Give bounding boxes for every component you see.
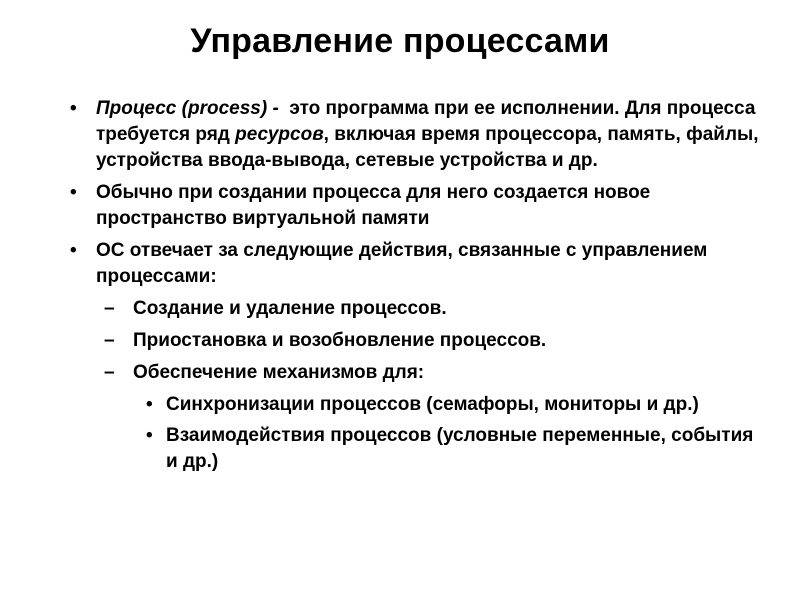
slide-content — [68, 96, 768, 480]
resources-term: ресурсов — [235, 124, 324, 145]
bullet-virtual-memory — [68, 180, 768, 232]
bullet-text: Обычно при создании процесса для него создается новое пространство виртуальной памяти — [96, 182, 651, 229]
process-term: Процесс (process) - — [96, 98, 279, 119]
bullet-marker: • — [70, 98, 77, 119]
subsubitem-synchronization — [68, 392, 768, 418]
process-definition-text-cont: , включая время процессора, память, файлы, устройства ввода-вывода, сетевые устройства и др. — [96, 124, 759, 171]
bullet-process-definition — [68, 96, 768, 174]
dash-marker: – — [104, 330, 115, 351]
slide-title: Управление процессами — [190, 22, 610, 60]
bullet-marker: • — [70, 240, 77, 261]
bullet-marker: • — [70, 182, 77, 203]
subitem-text: Приостановка и возобновление процессов. — [133, 330, 547, 351]
bullet-os-responsibilities — [68, 238, 768, 290]
subsubitem-interaction — [68, 423, 768, 475]
subitem-text: Создание и удаление процессов. — [133, 298, 447, 319]
subsubitem-text: Синхронизации процессов (семафоры, мониторы и др.) — [166, 394, 699, 415]
subitem-mechanisms — [68, 360, 768, 386]
dash-marker: – — [104, 298, 115, 319]
subsubitem-text: Взаимодействия процессов (условные переменные, события и др.) — [166, 425, 754, 472]
subitem-suspend-resume — [68, 328, 768, 354]
bullet-marker: • — [146, 394, 153, 415]
process-definition-text: это программа при ее исполнении. Для процесса требуется ряд — [96, 98, 761, 145]
bullet-marker: • — [146, 425, 153, 446]
subitem-create-delete — [68, 296, 768, 322]
bullet-text: ОС отвечает за следующие действия, связанные с управлением процессами: — [96, 240, 708, 287]
subitem-text: Обеспечение механизмов для: — [133, 362, 425, 383]
dash-marker: – — [104, 362, 115, 383]
